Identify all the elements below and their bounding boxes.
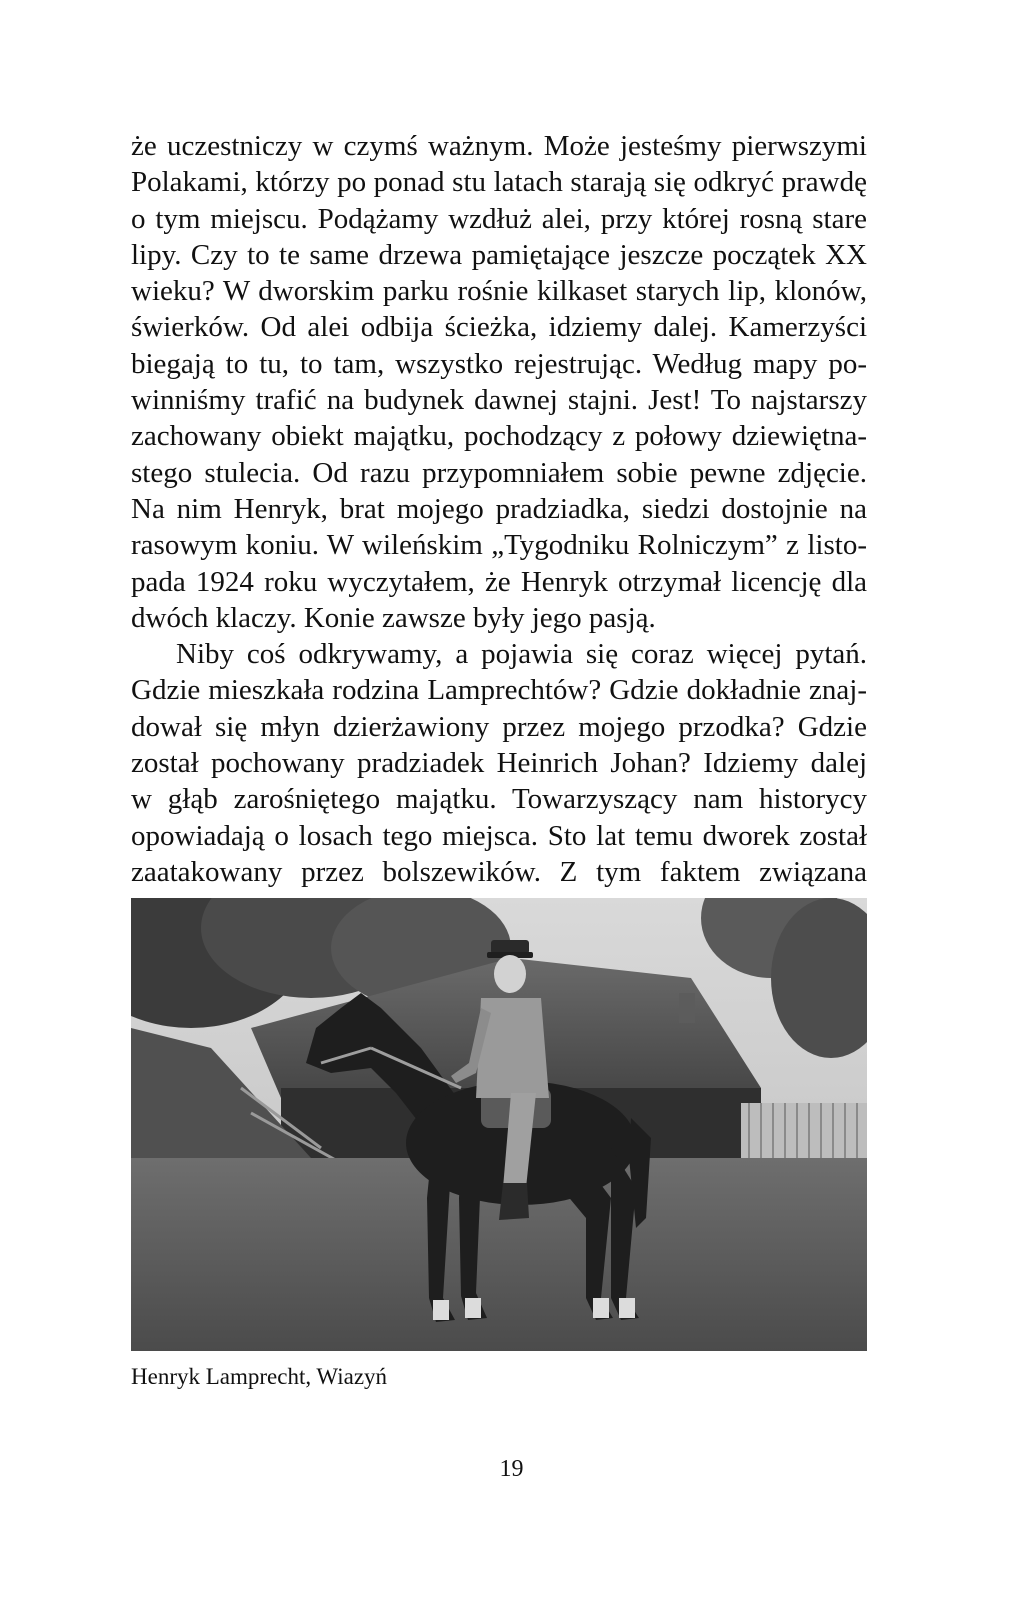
text-line: Gdzie mieszkała rodzina Lamprechtów? Gdzie dokładnie znaj- <box>131 674 867 707</box>
paragraph-1 <box>131 128 867 636</box>
photo-caption: Henryk Lamprecht, Wiazyń <box>131 1364 388 1389</box>
historical-photo <box>131 898 867 1351</box>
text-line: lipy. Czy to te same drzewa pamiętające jeszcze początek XX <box>131 238 867 271</box>
text-line: stego stulecia. Od razu przypomniałem sobie pewne zdjęcie. <box>131 456 867 489</box>
text-line: biegają to tu, to tam, wszystko rejestrując. Według mapy po- <box>131 347 867 380</box>
text-line: świerków. Od alei odbija ścieżka, idziemy dalej. Kamerzyści <box>131 311 867 344</box>
text-line: dował się młyn dzierżawiony przez mojego przodka? Gdzie <box>131 710 867 743</box>
text-line: winniśmy trafić na budynek dawnej stajni. Jest! To najstarszy <box>131 384 867 417</box>
paragraph-2 <box>131 636 867 890</box>
text-line: zaatakowany przez bolszewików. Z tym faktem związana <box>131 855 867 888</box>
text-line: pada 1924 roku wyczytałem, że Henryk otrzymał licencję dla <box>131 565 867 598</box>
text-line: w głąb zarośniętego majątku. Towarzyszący nam historycy <box>131 783 867 816</box>
text-line: zachowany obiekt majątku, pochodzący z połowy dziewiętna- <box>131 420 867 453</box>
text-line: opowiadają o losach tego miejsca. Sto lat temu dworek został <box>131 819 867 852</box>
horse-rider-photo <box>131 898 867 1351</box>
text-line: Na nim Henryk, brat mojego pradziadka, siedzi dostojnie na <box>131 492 867 525</box>
page-number: 19 <box>499 1456 524 1482</box>
text-line: dwóch klaczy. Konie zawsze były jego pasją. <box>131 601 656 634</box>
text-line: Niby coś odkrywamy, a pojawia się coraz więcej pytań. <box>176 638 867 671</box>
text-line: wieku? W dworskim parku rośnie kilkaset starych lip, klonów, <box>131 275 867 308</box>
text-line: Polakami, którzy po ponad stu latach starają się odkryć prawdę <box>131 166 867 199</box>
text-line: o tym miejscu. Podążamy wzdłuż alei, przy której rosną stare <box>131 202 867 235</box>
text-line: został pochowany pradziadek Heinrich Johan? Idziemy dalej <box>131 747 867 780</box>
text-line: rasowym koniu. W wileńskim „Tygodniku Rolniczym” z listo- <box>131 529 867 562</box>
text-line: że uczestniczy w czymś ważnym. Może jesteśmy pierwszymi <box>131 130 867 162</box>
body-text <box>131 128 867 890</box>
